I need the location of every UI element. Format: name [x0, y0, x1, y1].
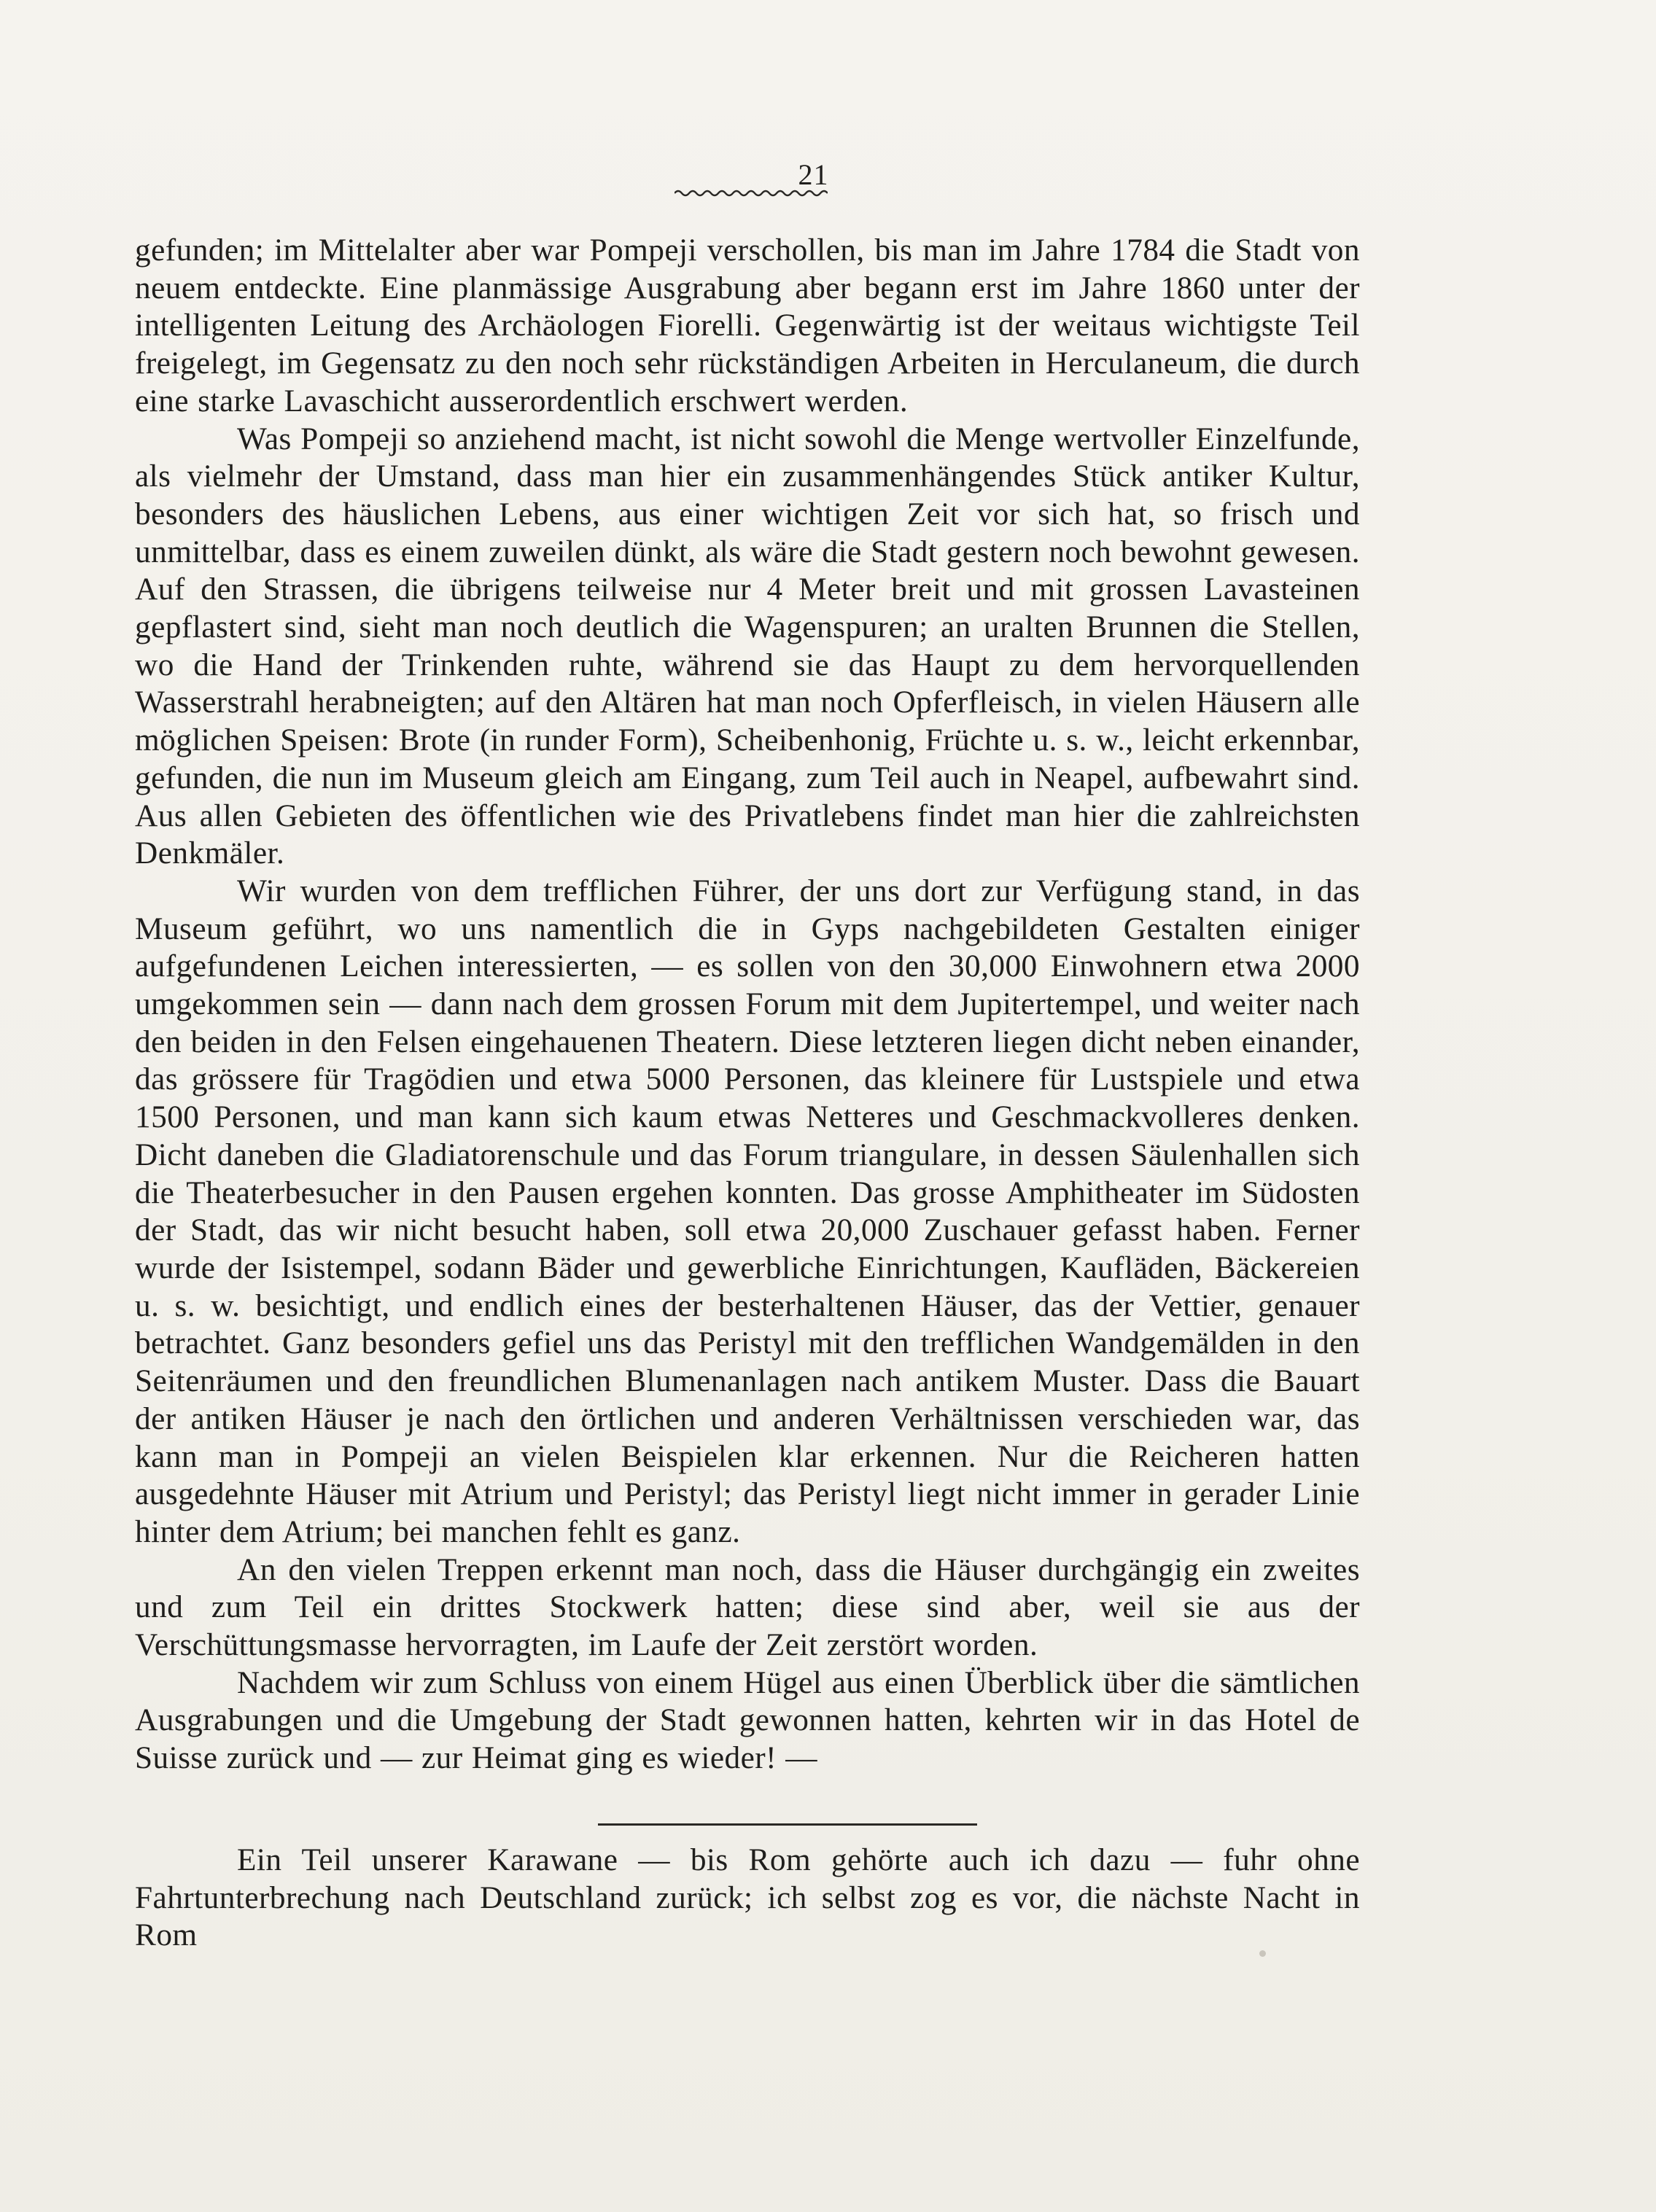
main-text: [135, 232, 1360, 1777]
page-number: 21: [798, 158, 829, 191]
paragraph-4: An den vielen Treppen erkennt man noch, dass die Häuser durchgängig ein zweites und zum Teil ein drittes Stockwerk hatten; diese sind aber, weil sie aus der Verschüttungsmasse hervorragten, im Laufe der Zeit zerstört worden.: [135, 1551, 1360, 1663]
continuation-text: [135, 1842, 1360, 1955]
wavy-ornament: [675, 187, 828, 200]
paragraph-6: Ein Teil unserer Karawane — bis Rom gehörte auch ich dazu — fuhr ohne Fahrtunterbrechung nach Deutschland zurück; ich selbst zog es vor, die nächste Nacht in Rom: [135, 1842, 1360, 1953]
paper-speck: [1259, 1950, 1266, 1957]
section-divider: [598, 1823, 977, 1826]
paragraph-1: gefunden; im Mittelalter aber war Pompeji verschollen, bis man im Jahre 1784 die Stadt von neuem entdeckte. Eine planmässige Ausgrabung aber begann erst im Jahre 1860 unter der intelligenten Leitung des Archäologen Fiorelli. Gegenwärtig ist der weitaus wichtigste Teil freigelegt, im Gegensatz zu den noch sehr rückständigen Arbeiten in Herculaneum, die durch eine starke Lavaschicht ausserordentlich erschwert werden.: [135, 233, 1360, 418]
paragraph-3: Wir wurden von dem trefflichen Führer, der uns dort zur Verfügung stand, in das Museum geführt, wo uns namentlich die in Gyps nachgebildeten Gestalten einiger aufgefundenen Leichen interessierten, — es sollen von den 30,000 Einwohnern etwa 2000 umgekommen sein — dann nach dem grossen Forum mit dem Jupitertempel, und weiter nach den beiden in den Felsen eingehauenen Theatern. Diese letzteren liegen dicht neben einander, das grössere für Tragödien und etwa 5000 Personen, das kleinere für Lustspiele und etwa 1500 Personen, und man kann sich kaum etwas Netteres und Geschmackvolleres denken. Dicht daneben die Gladiatorenschule und das Forum triangulare, in dessen Säulenhallen sich die Theaterbesucher in den Pausen ergehen konnten. Das grosse Amphitheater im Südosten der Stadt, das wir nicht besucht haben, soll etwa 20,000 Zuschauer gefasst haben. Ferner wurde der Isistempel, sodann Bäder und gewerbliche Einrichtungen, Kaufläden, Bäckereien u. s. w. besichtigt, und endlich eines der besterhaltenen Häuser, das der Vettier, genauer betrachtet. Ganz besonders gefiel uns das Peristyl mit den trefflichen Wandgemälden in den Seitenräumen und den freundlichen Blumenanlagen nach antikem Muster. Dass die Bauart der antiken Häuser je nach den örtlichen und anderen Verhältnissen verschieden war, das kann man in Pompeji an vielen Beispielen klar erkennen. Nur die Reicheren hatten ausgedehnte Häuser mit Atrium und Peristyl; das Peristyl liegt nicht immer in gerader Linie hinter dem Atrium; bei manchen fehlt es ganz.: [135, 873, 1360, 1549]
paragraph-5: Nachdem wir zum Schluss von einem Hügel aus einen Überblick über die sämtlichen Ausgrabungen und die Umgebung der Stadt gewonnen hatten, kehrten wir in das Hotel de Suisse zurück und — zur Heimat ging es wieder! —: [135, 1664, 1360, 1776]
paragraph-2: Was Pompeji so anziehend macht, ist nicht sowohl die Menge wertvoller Einzelfunde, als vielmehr der Umstand, dass man hier ein zusammenhängendes Stück antiker Kultur, besonders des häuslichen Lebens, aus einer wichtigen Zeit vor sich hat, so frisch und unmittelbar, dass es einem zuweilen dünkt, als wäre die Stadt gestern noch bewohnt gewesen. Auf den Strassen, die übrigens teilweise nur 4 Meter breit und mit grossen Lavasteinen gepflastert sind, sieht man noch deutlich die Wagenspuren; an uralten Brunnen die Stellen, wo die Hand der Trinkenden ruhte, während sie das Haupt zu dem hervorquellenden Wasserstrahl herabneigten; auf den Altären hat man noch Opferfleisch, in vielen Häusern alle möglichen Speisen: Brote (in runder Form), Scheibenhonig, Früchte u. s. w., leicht erkennbar, gefunden, die nun im Museum gleich am Eingang, zum Teil auch in Neapel, aufbewahrt sind. Aus allen Gebieten des öffentlichen wie des Privatlebens findet man hier die zahlreichsten Denkmäler.: [135, 421, 1360, 871]
